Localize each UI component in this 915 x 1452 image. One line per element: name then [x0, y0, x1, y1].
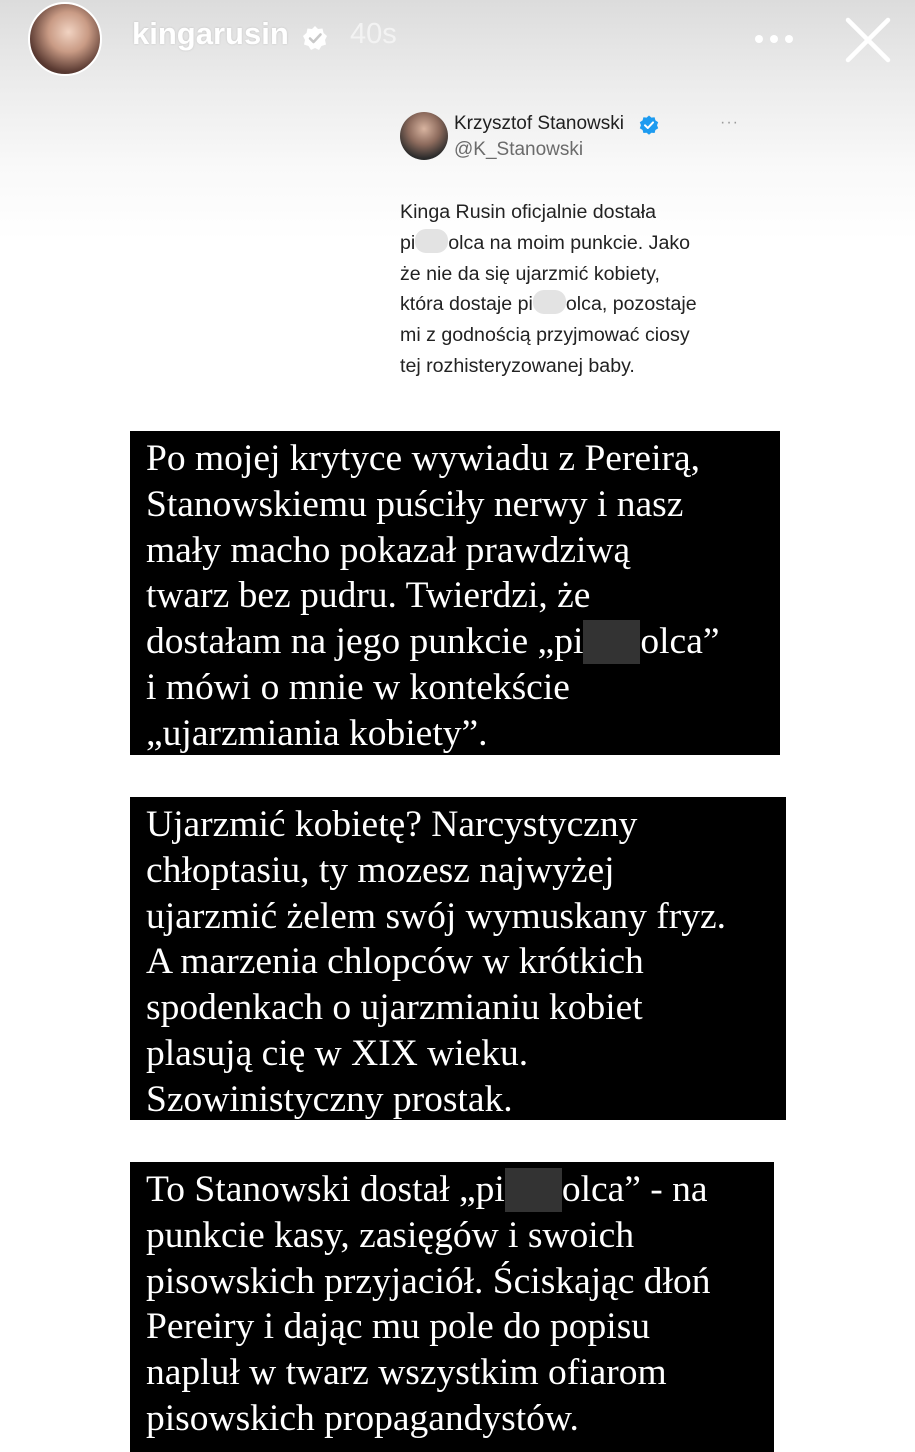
- text-block-3: [130, 1162, 774, 1452]
- close-icon[interactable]: [844, 16, 892, 64]
- tweet-author-avatar: [400, 112, 448, 160]
- tweet-verified-icon: [639, 115, 659, 135]
- verified-badge-icon: [302, 25, 328, 51]
- text-line: A marzenia chlopców w krótkich: [146, 941, 644, 983]
- text-line: dostałam na jego punkcie „pi olca”: [146, 621, 720, 663]
- text-line: twarz bez pudru. Twierdzi, że: [146, 575, 591, 617]
- story-header: [0, 0, 915, 80]
- tweet-author-name: Krzysztof Stanowski: [454, 113, 624, 134]
- censor-box: [583, 620, 640, 664]
- text-line: spodenkach o ujarzmianiu kobiet: [146, 987, 643, 1029]
- text-line: chłoptasiu, ty mozesz najwyżej: [146, 849, 615, 891]
- tweet-line: pi olca na moim punkcie. Jako: [400, 228, 752, 259]
- text-line: „ujarzmiania kobiety”.: [146, 712, 488, 754]
- text-line: Ujarzmić kobietę? Narcystyczny: [146, 804, 638, 845]
- text-line: plasują cię w XIX wieku.: [146, 1032, 529, 1074]
- text-line: pisowskich propagandystów.: [146, 1397, 579, 1439]
- story-username[interactable]: kingarusin: [132, 16, 289, 51]
- text-line: punkcie kasy, zasięgów i swoich: [146, 1214, 635, 1256]
- tweet-text: [400, 197, 752, 382]
- more-horizontal-icon[interactable]: [754, 34, 794, 44]
- text-line: To Stanowski dostał „pi olca” - na: [146, 1169, 708, 1210]
- censor-box: [505, 1168, 562, 1212]
- text-line: Stanowskiemu puściły nerwy i nasz: [146, 483, 684, 525]
- blurred-word: [533, 290, 566, 314]
- embedded-tweet: [392, 100, 752, 400]
- story-time: 40s: [350, 18, 397, 50]
- text-line: Pereiry i dając mu pole do popisu: [146, 1306, 651, 1348]
- blurred-word: [415, 229, 448, 253]
- text-block-1: [130, 431, 780, 755]
- profile-avatar[interactable]: [28, 2, 102, 76]
- text-line: napluł w twarz wszystkim ofiarom: [146, 1352, 667, 1394]
- text-line: Szowinistyczny prostak.: [146, 1078, 513, 1120]
- tweet-line: że nie da się ujarzmić kobiety,: [400, 262, 660, 285]
- text-line: mały macho pokazał prawdziwą: [146, 529, 631, 571]
- text-line: i mówi o mnie w kontekście: [146, 666, 570, 708]
- tweet-more-icon: ···: [720, 114, 739, 131]
- tweet-line: tej rozhisteryzowanej baby.: [400, 354, 635, 377]
- text-line: pisowskich przyjaciół. Ściskając dłoń: [146, 1260, 711, 1302]
- tweet-line: która dostaje pi olca, pozostaje: [400, 289, 752, 320]
- text-line: ujarzmić żelem swój wymuskany fryz.: [146, 895, 727, 937]
- tweet-author-handle: @K_Stanowski: [454, 139, 584, 160]
- text-block-2: [130, 797, 786, 1120]
- text-line: Po mojej krytyce wywiadu z Pereirą,: [146, 438, 701, 479]
- tweet-line: Kinga Rusin oficjalnie dostała: [400, 201, 656, 223]
- tweet-line: mi z godnością przyjmować ciosy: [400, 324, 690, 347]
